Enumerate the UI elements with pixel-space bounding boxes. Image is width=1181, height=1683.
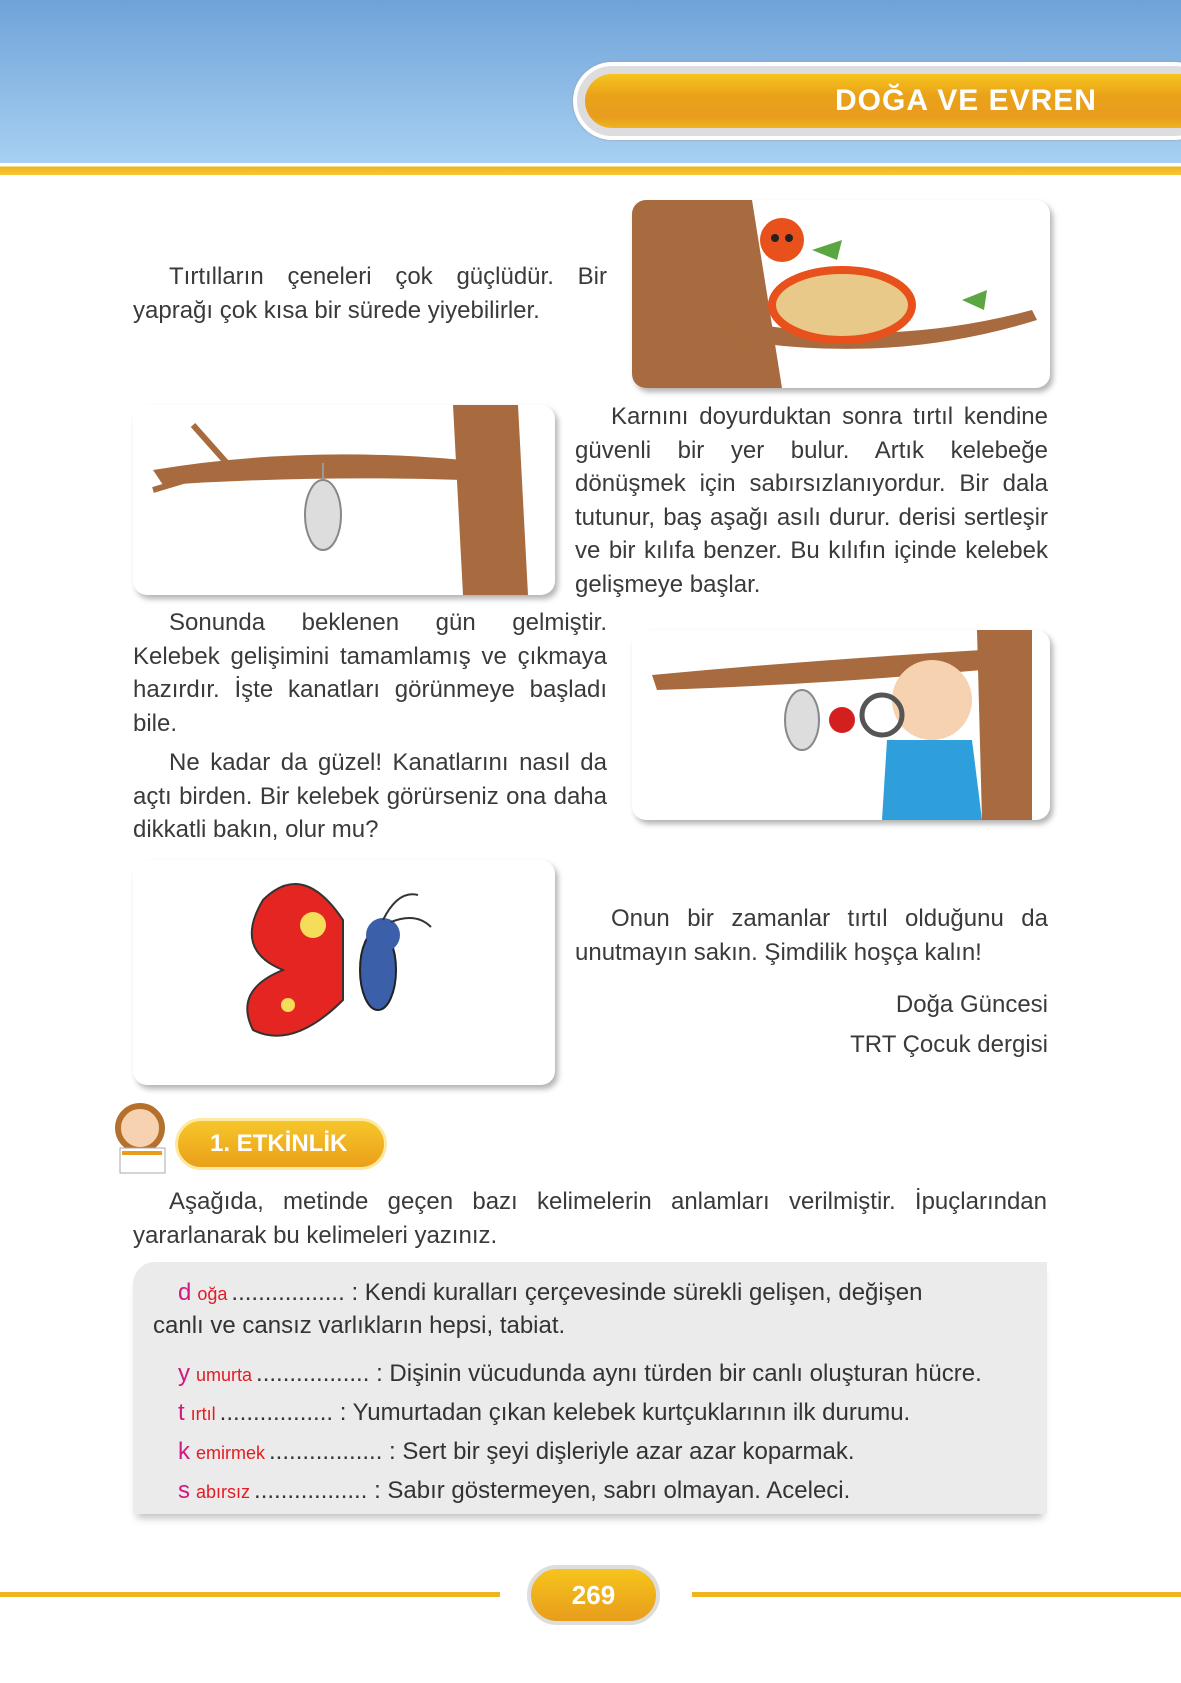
caterpillar-illustration <box>632 200 1050 388</box>
chapter-title: DOĞA VE EVREN <box>835 84 1097 117</box>
source-name: Doğa Güncesi <box>895 991 1048 1018</box>
header-divider <box>0 163 1181 175</box>
answer-blank[interactable]: ................. <box>256 1360 370 1387</box>
definition: : Sert bir şeyi dişleriyle azar azar koparmak. <box>389 1438 855 1465</box>
paragraph-2: Karnını doyurduktan sonra tırtıl kendine güvenli bir yer bulur. Artık kelebeğe dönüşmek için sabırsızlanıyordur. Bir dala tutunur, baş aşağı asılı durur. derisi sertleşir ve bir kılıfa benzer. Bu kılıfın içinde kelebek gelişmeye başlar. <box>575 403 1048 598</box>
activity-instruction: Aşağıda, metinde geçen bazı kelimelerin anlamları verilmiştir. İpuçlarından yararlanarak bu kelimeleri yazınız. <box>133 1188 1047 1249</box>
hint-letter: d <box>178 1279 192 1306</box>
hint-letter: t <box>178 1399 185 1426</box>
exercise-item[interactable] <box>178 1435 855 1470</box>
activity-badge <box>175 1118 387 1170</box>
footer-line-left <box>0 1592 500 1597</box>
paragraph-3: Sonunda beklenen gün gelmiştir. Kelebek gelişimini tamamlamış ve çıkmaya hazırdır. İşte kanatları görünmeye başladı bile. <box>133 609 607 737</box>
paragraph-5: Onun bir zamanlar tırtıl olduğunu da unutmayın sakın. Şimdilik hoşça kalın! <box>575 905 1048 966</box>
exercise-item[interactable] <box>178 1276 922 1311</box>
definition: : Yumurtadan çıkan kelebek kurtçuklarının ilk durumu. <box>339 1399 911 1426</box>
definition: : Kendi kuralları çerçevesinde sürekli gelişen, değişen <box>351 1279 923 1306</box>
answer-blank[interactable]: ................. <box>269 1438 383 1465</box>
activity-title: 1. ETKİNLİK <box>210 1130 348 1157</box>
definition: : Sabır göstermeyen, sabrı olmayan. Aceleci. <box>374 1477 851 1504</box>
answer-text: ırtıl <box>190 1404 216 1424</box>
page-number: 269 <box>527 1565 660 1625</box>
exercise-item[interactable] <box>178 1474 850 1509</box>
answer-blank[interactable]: ................. <box>254 1477 368 1504</box>
answer-blank[interactable]: ................. <box>231 1279 345 1306</box>
hint-letter: k <box>178 1438 190 1465</box>
answer-text: umurta <box>196 1365 253 1385</box>
child-mascot-icon <box>100 1098 176 1178</box>
girl-with-magnifier-illustration <box>632 630 1050 820</box>
butterfly-illustration <box>133 860 555 1085</box>
cocoon-illustration <box>133 405 555 595</box>
exercise-item[interactable] <box>178 1357 982 1392</box>
answer-text: oğa <box>197 1284 228 1304</box>
footer-line-right <box>692 1592 1181 1597</box>
definition: : Dişinin vücudunda aynı türden bir canlı oluşturan hücre. <box>376 1360 982 1387</box>
answer-blank[interactable]: ................. <box>219 1399 334 1426</box>
chapter-banner <box>573 62 1181 140</box>
hint-letter: y <box>178 1360 190 1387</box>
definition-continued: canlı ve cansız varlıkların hepsi, tabiat. <box>153 1312 566 1339</box>
source-publication: TRT Çocuk dergisi <box>850 1031 1048 1058</box>
paragraph-1: Tırtılların çeneleri çok güçlüdür. Bir yaprağı çok kısa bir sürede yiyebilirler. <box>133 263 607 324</box>
exercise-item[interactable] <box>178 1396 910 1431</box>
paragraph-4: Ne kadar da güzel! Kanatlarını nasıl da açtı birden. Bir kelebek görürseniz ona daha dikkatli bakın, olur mu? <box>133 749 607 843</box>
hint-letter: s <box>178 1477 190 1504</box>
answer-text: emirmek <box>196 1443 266 1463</box>
answer-text: abırsız <box>196 1482 251 1502</box>
